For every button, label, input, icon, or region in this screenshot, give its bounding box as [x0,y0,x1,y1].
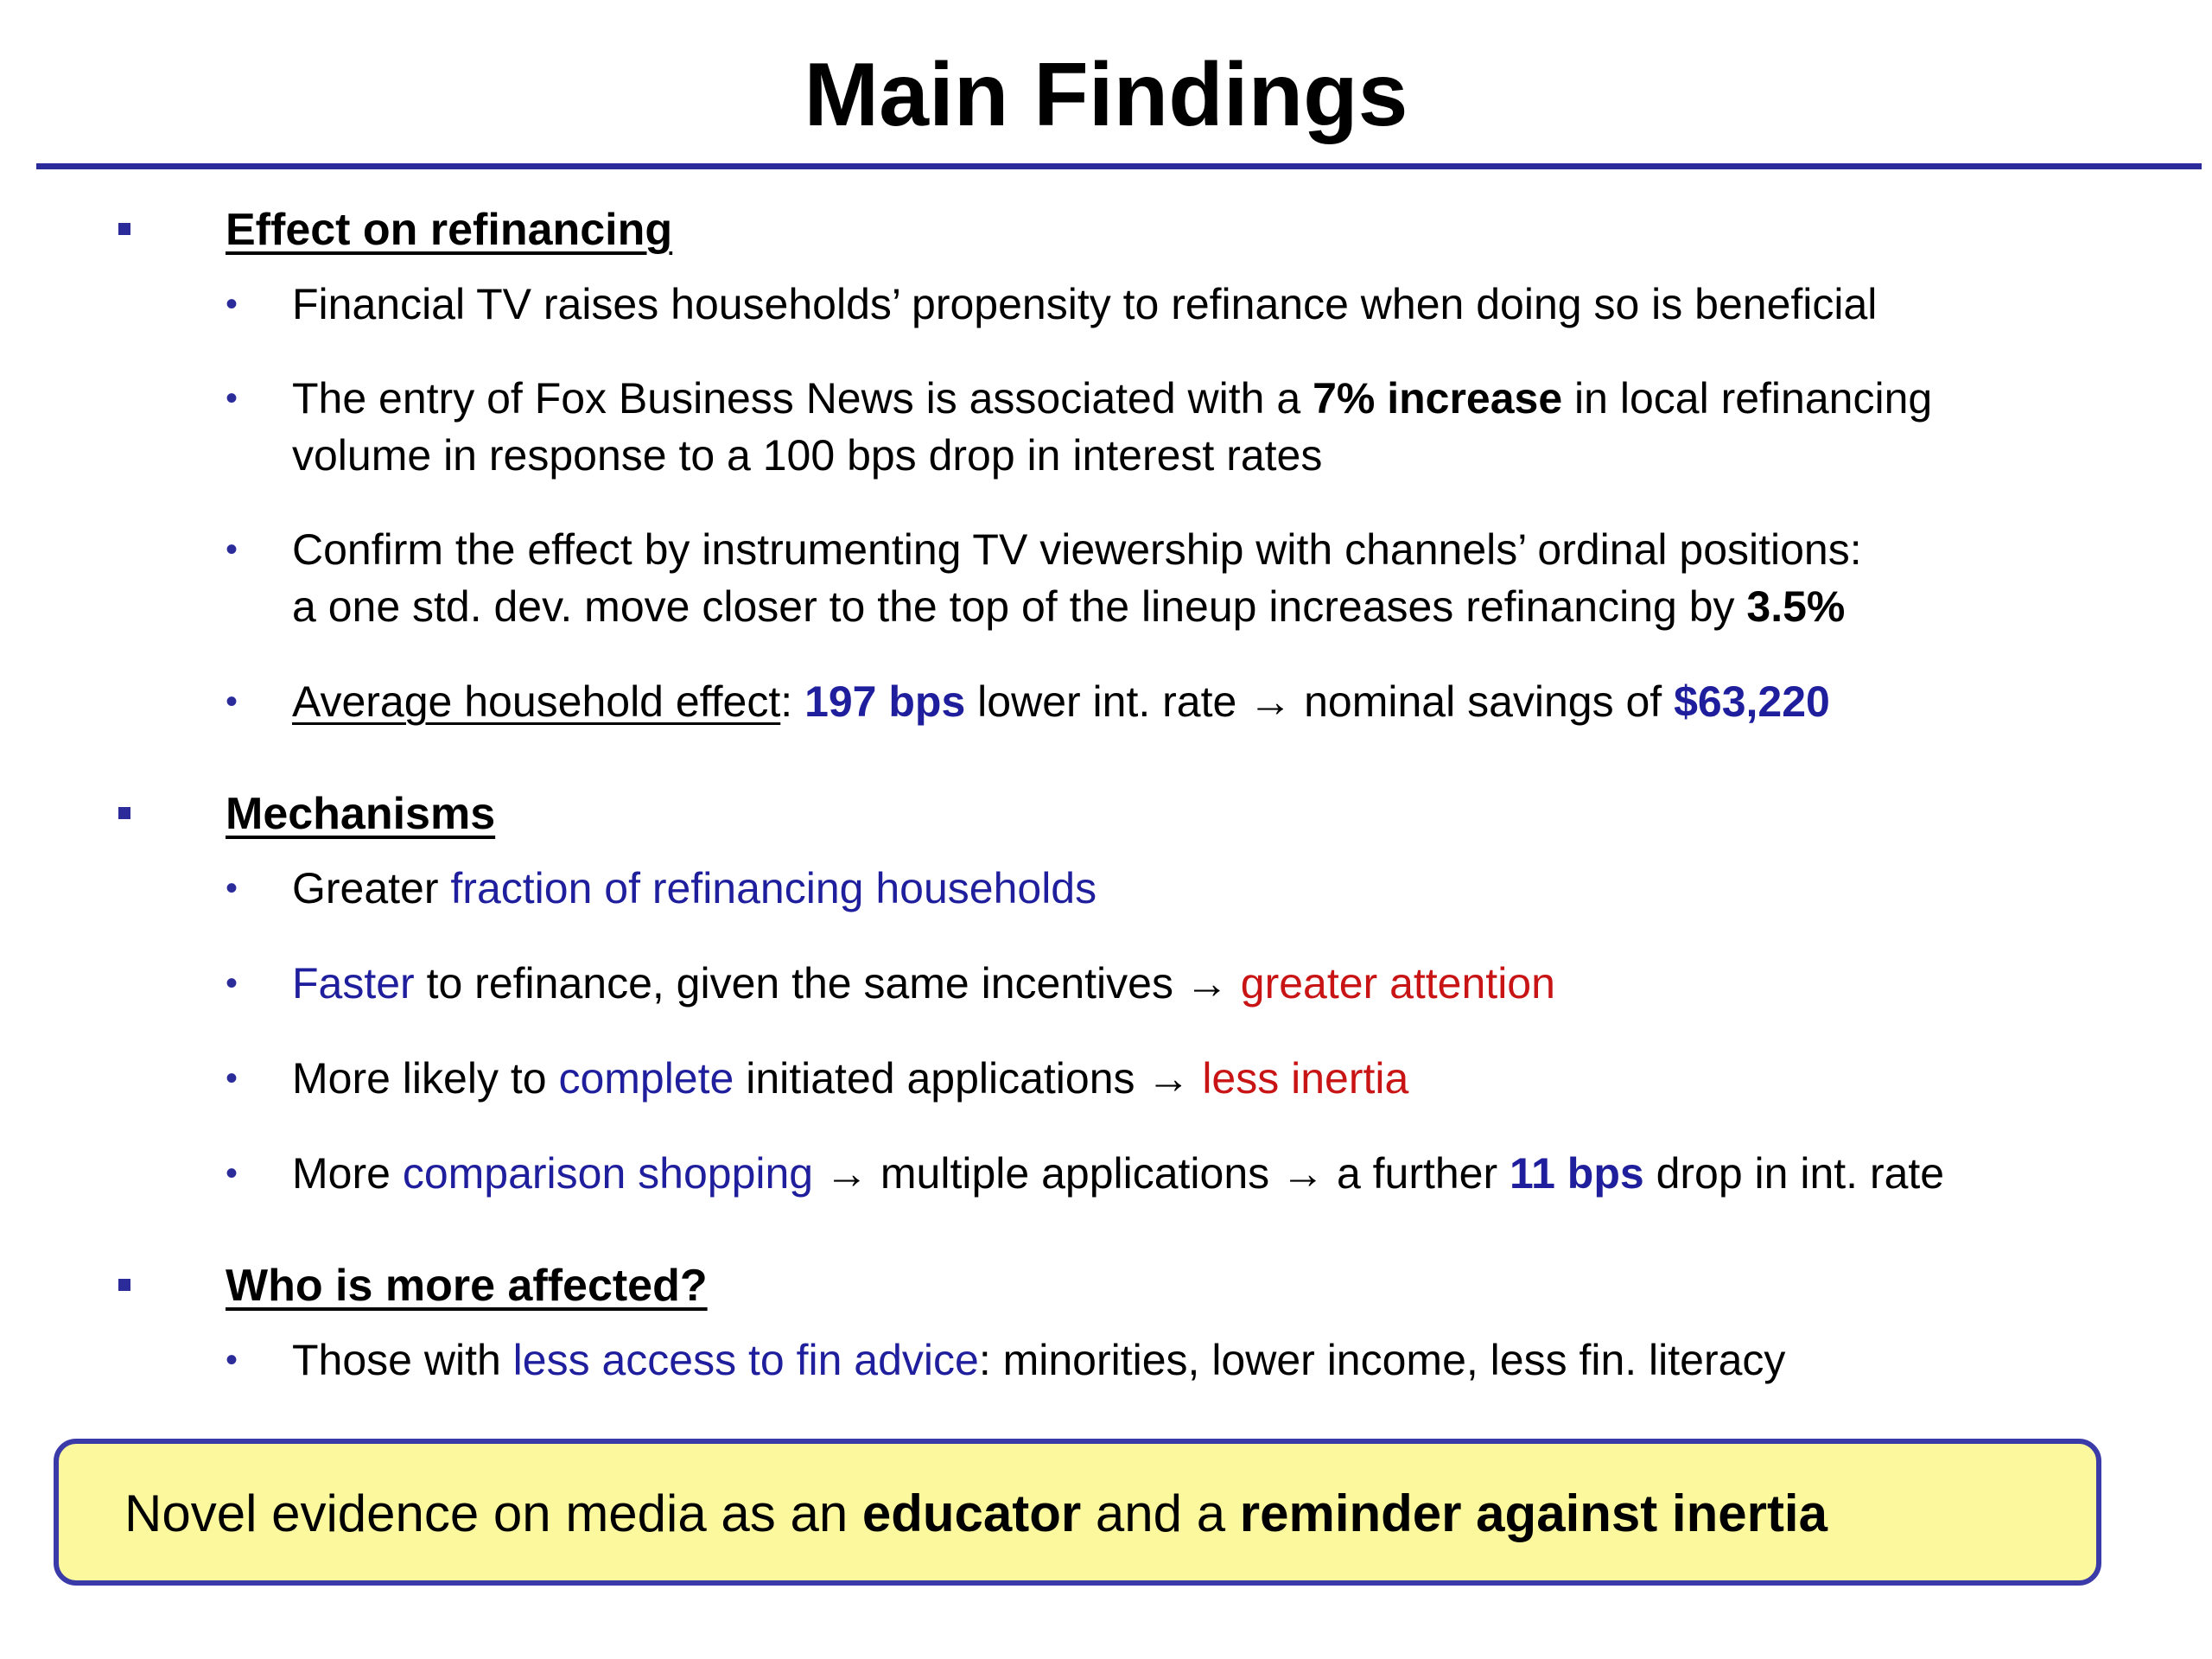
bullet-text: to refinance, given the same incentives [414,959,1185,1007]
arrow-right-icon: → [1281,1149,1325,1198]
highlight-complete: complete [558,1054,734,1103]
bullet-text [813,1149,825,1198]
emphasis-savings-amount: $63,220 [1674,677,1830,726]
highlight-less-access-fin-advice: less access to fin advice [512,1336,979,1384]
emphasis-educator: educator [861,1484,1082,1542]
bullet-fox-business-entry [292,370,1932,484]
bullet-text: in local refinancing [1562,374,1933,423]
bullet-icon: • [226,869,238,907]
section-marker-icon [118,1279,130,1291]
bullet-icon: • [226,1341,238,1379]
bullet-text: Financial TV raises households’ propensity to refinance when doing so is beneficial [292,280,1878,328]
highlight-comparison-shopping: comparison shopping [402,1149,814,1198]
emphasis-3-5pct: 3.5% [1746,582,1846,631]
bullet-instrumenting-viewership [292,521,1862,635]
section-marker-icon [118,223,130,235]
arrow-right-icon: → [825,1149,869,1198]
summary-callout-box [54,1439,2101,1586]
bullet-complete-applications [292,1050,1408,1107]
bullet-faster-refinance [292,955,1555,1012]
section-marker-icon [118,807,130,819]
summary-text-part: Novel evidence on media as an [124,1484,862,1542]
bullet-icon: • [226,683,238,721]
bullet-comparison-shopping [292,1145,1944,1202]
summary-text-part: and a [1081,1484,1240,1542]
bullet-text: multiple applications [868,1149,1282,1198]
arrow-right-icon: → [1249,677,1293,726]
bullet-icon: • [226,379,238,417]
bullet-text: drop in int. rate [1643,1149,1945,1198]
arrow-right-icon: → [1185,959,1229,1007]
emphasis-reminder-against-inertia: reminder against inertia [1239,1484,1827,1542]
emphasis-197-bps: 197 bps [804,677,966,726]
title-divider [36,163,2202,169]
bullet-text: : minorities, lower income, less fin. literacy [978,1336,1786,1384]
highlight-fraction-refinancing: fraction of refinancing households [450,864,1097,912]
bullet-icon: • [226,531,238,569]
bullet-text-line2: volume in response to a 100 bps drop in interest rates [292,431,1323,480]
bullet-text: The entry of Fox Business News is associated with a [292,374,1313,423]
bullet-text: Confirm the effect by instrumenting TV viewership with channels’ ordinal positions: [292,525,1862,574]
bullet-text: initiated applications [734,1054,1147,1103]
summary-text [124,1485,1827,1542]
bullet-icon: • [226,1154,238,1192]
bullet-icon: • [226,964,238,1002]
bullet-text-line2: a one std. dev. move closer to the top of the lineup increases refinancing by [292,582,1747,631]
bullet-text [1190,1054,1202,1103]
bullet-refinance-propensity [292,276,1877,333]
bullet-text: Greater [292,864,451,912]
section-heading-mechanisms: Mechanisms [226,789,496,839]
bullet-text: More likely to [292,1054,559,1103]
bullet-text [1229,959,1241,1007]
page-title: Main Findings [804,45,1408,145]
bullet-fraction-refinancing [292,860,1096,917]
bullet-text: : [780,677,805,726]
bullet-icon: • [226,1059,238,1097]
bullet-text: nominal savings of [1292,677,1675,726]
section-heading-effect-on-refinancing: Effect on refinancing [226,205,673,255]
bullet-text: a further [1325,1149,1510,1198]
bullet-text: More [292,1149,403,1198]
highlight-less-inertia: less inertia [1202,1054,1409,1103]
highlight-greater-attention: greater attention [1240,959,1555,1007]
bullet-icon: • [226,285,238,323]
bullet-average-household-effect [292,673,1830,730]
bullet-text: Those with [292,1336,513,1384]
emphasis-7pct-increase: 7% increase [1313,374,1563,423]
arrow-right-icon: → [1147,1054,1191,1103]
highlight-faster: Faster [292,959,415,1007]
bullet-text: lower int. rate [965,677,1249,726]
section-heading-who-is-more-affected: Who is more affected? [226,1261,708,1311]
average-household-effect-label: Average household effect [292,677,781,726]
emphasis-11-bps: 11 bps [1510,1149,1644,1198]
bullet-less-access-fin-advice [292,1332,1785,1389]
